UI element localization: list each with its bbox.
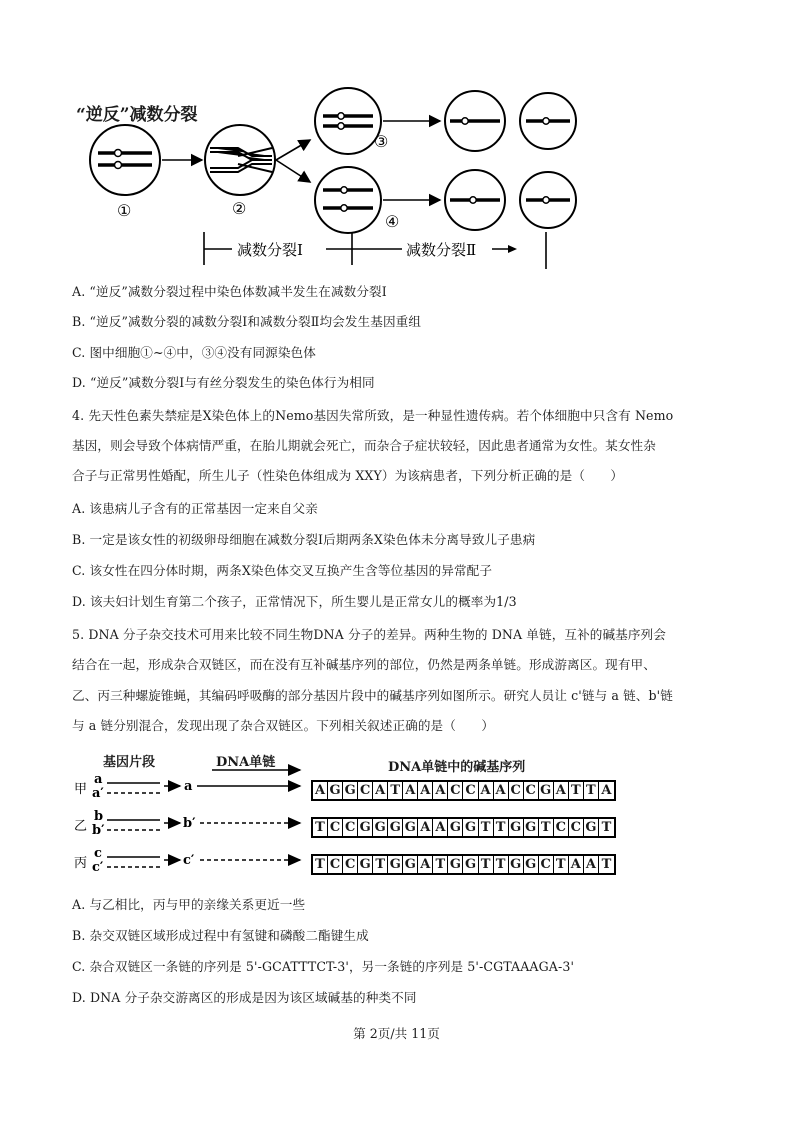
base-cell: G	[358, 856, 373, 873]
strand-b-prime: b′	[92, 823, 105, 838]
strand-a: a	[94, 772, 103, 787]
base-cell: G	[539, 782, 554, 799]
meiosis-diagram	[80, 85, 600, 275]
q4-option-c: C. 该女性在四分体时期，两条X染色体交叉互换产生含等位基因的异常配子	[72, 563, 493, 578]
base-cell: C	[463, 782, 478, 799]
q4-stem-line-2: 基因，则会导致个体病情严重，在胎儿期就会死亡，而杂合子症状较轻，因此患者通常为女性。某女性杂	[72, 438, 656, 453]
phase-2-label: 减数分裂Ⅱ	[406, 241, 477, 259]
base-cell: G	[584, 819, 599, 836]
q5-stem-line-2: 结合在一起，形成杂合双链区，而在没有互补碱基序列的部位，仍然是两条单链。形成游离区。现有甲、	[72, 657, 656, 672]
dna-strand-figure	[72, 760, 312, 885]
base-cell: A	[418, 782, 433, 799]
base-cell: T	[494, 819, 509, 836]
base-cell: G	[403, 819, 418, 836]
cell-label-1: ①	[117, 201, 132, 220]
base-cell: A	[418, 819, 433, 836]
base-cell: T	[373, 856, 388, 873]
base-cell: G	[358, 819, 373, 836]
base-cell: G	[509, 819, 524, 836]
strand-c-prime: c′	[92, 860, 104, 875]
base-cell: A	[433, 782, 448, 799]
base-cell: T	[569, 782, 584, 799]
cell-1	[90, 125, 160, 195]
base-cell: T	[494, 856, 509, 873]
sequence-row-jia	[311, 780, 616, 801]
species-yi: 乙	[74, 819, 88, 834]
base-cell: G	[463, 856, 478, 873]
q5-option-a: A. 与乙相比，丙与甲的亲缘关系更近一些	[72, 897, 306, 912]
base-cell: T	[313, 856, 328, 873]
base-cell: A	[601, 783, 612, 798]
base-cell: G	[509, 856, 524, 873]
base-cell: T	[601, 857, 612, 872]
base-cell: G	[524, 856, 539, 873]
base-cell: A	[433, 819, 448, 836]
cell-3	[315, 88, 381, 154]
q3-option-d: D. “逆反”减数分裂Ⅰ与有丝分裂发生的染色体行为相同	[72, 375, 375, 390]
q5-option-b: B. 杂交双链区域形成过程中有氢键和磷酸二酯键生成	[72, 928, 369, 943]
base-cell: G	[448, 819, 463, 836]
base-cell: G	[343, 782, 358, 799]
base-cell: T	[554, 856, 569, 873]
base-cell: C	[539, 856, 554, 873]
base-cell: G	[388, 856, 403, 873]
base-cell: C	[448, 782, 463, 799]
base-cell: A	[494, 782, 509, 799]
base-cell: A	[373, 782, 388, 799]
q5-stem-line-1: 5. DNA 分子杂交技术可用来比较不同生物DNA 分子的差异。两种生物的 DNA 单链，互补的碱基序列会	[72, 627, 666, 642]
base-cell: A	[584, 856, 599, 873]
base-cell: C	[524, 782, 539, 799]
sequence-row-yi	[311, 817, 616, 838]
figure-header-strand: DNA单链	[216, 755, 276, 770]
base-cell: T	[601, 820, 612, 835]
q5-stem-line-3: 乙、丙三种螺旋锥蝇，其编码呼吸酶的部分基因片段中的碱基序列如图所示。研究人员让 c'链与 a 链、b'链	[72, 688, 673, 703]
base-cell: A	[479, 782, 494, 799]
q3-option-c: C. 图中细胞①~④中，③④没有同源染色体	[72, 345, 316, 360]
q5-option-d: D. DNA 分子杂交游离区的形成是因为该区域碱基的种类不同	[72, 990, 417, 1005]
base-cell: A	[418, 856, 433, 873]
single-strand-a: a	[184, 779, 193, 794]
cell-label-4: ④	[385, 212, 400, 231]
base-cell: A	[554, 782, 569, 799]
base-cell: C	[343, 856, 358, 873]
strand-b: b	[94, 809, 104, 824]
base-cell: G	[388, 819, 403, 836]
phase-1-label: 减数分裂Ⅰ	[237, 241, 303, 259]
q4-option-b: B. 一定是该女性的初级卵母细胞在减数分裂Ⅰ后期两条X染色体未分离导致儿子患病	[72, 532, 536, 547]
base-cell: C	[328, 856, 343, 873]
sequence-row-bing	[311, 854, 616, 875]
q4-option-a: A. 该患病儿子含有的正常基因一定来自父亲	[72, 501, 318, 516]
q4-stem-line-3: 合子与正常男性婚配，所生儿子（性染色体组成为 XXY）为该病患者，下列分析正确的是（ ）	[72, 468, 624, 483]
strand-a-prime: a′	[92, 786, 104, 801]
base-cell: G	[448, 856, 463, 873]
base-cell: G	[524, 819, 539, 836]
base-cell: T	[584, 782, 599, 799]
base-cell: G	[403, 856, 418, 873]
species-jia: 甲	[74, 782, 88, 797]
q5-stem-line-4: 与 a 链分别混合，发现出现了杂合双链区。下列相关叙述正确的是（ ）	[72, 718, 495, 733]
base-cell: C	[343, 819, 358, 836]
meiosis-diagram-title: “逆反”减数分裂	[76, 105, 198, 125]
figure-header-fragment: 基因片段	[103, 755, 156, 770]
base-cell: C	[509, 782, 524, 799]
species-bing: 丙	[74, 856, 88, 871]
base-cell: G	[463, 819, 478, 836]
base-cell: C	[569, 819, 584, 836]
base-cell: C	[328, 819, 343, 836]
q3-option-a: A. “逆反”减数分裂过程中染色体数减半发生在减数分裂Ⅰ	[72, 284, 387, 299]
base-cell: T	[433, 856, 448, 873]
q4-option-d: D. 该夫妇计划生育第二个孩子，正常情况下，所生婴儿是正常女儿的概率为1/3	[72, 594, 517, 609]
cell-4	[315, 167, 381, 233]
q5-option-c: C. 杂合双链区一条链的序列是 5'-GCATTTCT-3'，另一条链的序列是 5'-CGTAAAGA-3'	[72, 959, 575, 974]
q3-option-b: B. “逆反”减数分裂的减数分裂Ⅰ和减数分裂Ⅱ均会发生基因重组	[72, 314, 422, 329]
base-cell: T	[388, 782, 403, 799]
figure-header-sequence: DNA单链中的碱基序列	[388, 760, 526, 775]
base-cell: G	[373, 819, 388, 836]
base-cell: T	[539, 819, 554, 836]
base-cell: A	[403, 782, 418, 799]
single-strand-c-prime: c′	[183, 853, 195, 868]
single-strand-b-prime: b′	[183, 816, 196, 831]
base-cell: C	[358, 782, 373, 799]
base-cell: T	[479, 819, 494, 836]
page-number: 第 2页/共 11页	[353, 1026, 440, 1041]
cell-label-2: ②	[232, 199, 247, 218]
base-cell: T	[313, 819, 328, 836]
base-cell: A	[569, 856, 584, 873]
strand-c: c	[94, 846, 102, 861]
cell-label-3: ③	[374, 132, 389, 151]
q4-stem-line-1: 4. 先天性色素失禁症是X染色体上的Nemo基因失常所致，是一种显性遗传病。若个体细胞中只含有 Nemo	[72, 408, 674, 423]
base-cell: A	[313, 782, 328, 799]
base-cell: T	[479, 856, 494, 873]
base-cell: G	[328, 782, 343, 799]
base-cell: C	[554, 819, 569, 836]
